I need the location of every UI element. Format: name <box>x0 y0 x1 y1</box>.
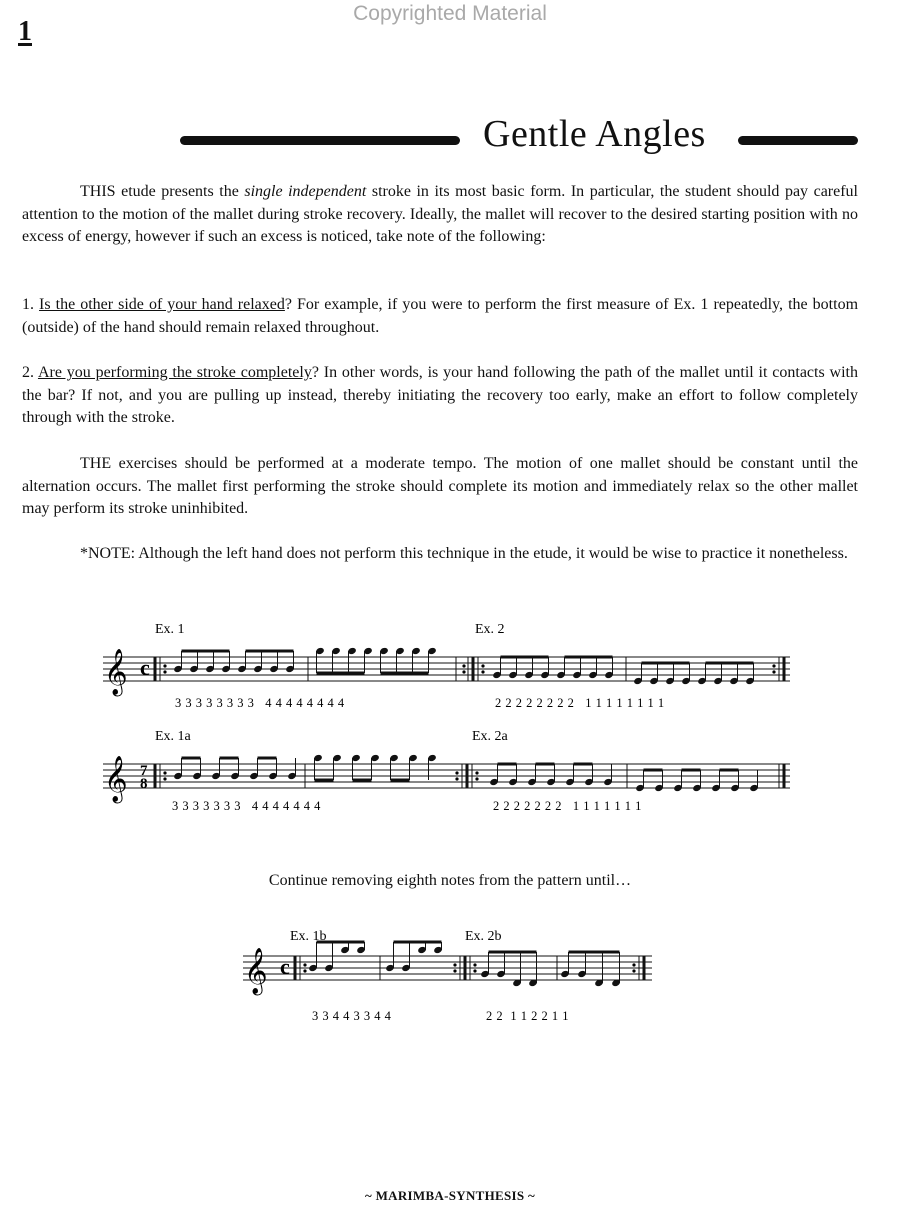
exercises-paragraph: THE exercises should be performed at a moderate tempo. The motion of one mallet should be constant until the alternation occurs. The mallet first performing the stroke should complete its motion and immediately relax so the other mallet may perform its stroke uninhibited. <box>22 455 858 518</box>
page-number: 1 <box>18 16 32 47</box>
title-bar-left <box>180 136 460 145</box>
continue-text: Continue removing eighth notes from the pattern until… <box>268 872 632 889</box>
copyright-watermark: Copyrighted Material <box>353 2 547 25</box>
ex2b-fingering: 2 2 1 1 2 2 1 1 <box>486 1009 569 1023</box>
staff-lines <box>103 657 790 681</box>
point-1-question: Is the other side of your hand relaxed <box>39 296 285 313</box>
time-signature: c <box>280 954 290 979</box>
intro-paragraph: THIS etude presents the single independent stroke in its most basic form. In particular, the student should pay careful attention to the motion of the mallet during stroke recovery. Ideally, the mallet will recover to the desired starting position with no excess of energy, however if such an excess is noticed, take note of the following: <box>22 183 858 246</box>
ex2b-label: Ex. 2b <box>465 929 502 944</box>
footer-title: ~ MARIMBA-SYNTHESIS ~ <box>364 1188 536 1203</box>
treble-clef: 𝄞 <box>244 948 268 993</box>
ex1b-fingering: 3 3 4 4 3 3 4 4 <box>312 1009 392 1023</box>
ex2a-label: Ex. 2a <box>472 729 508 744</box>
time-signature: c <box>140 655 150 680</box>
ex1b-label: Ex. 1b <box>290 929 327 944</box>
ex1-label: Ex. 1 <box>155 622 185 637</box>
ex2-label: Ex. 2 <box>475 622 505 637</box>
staff-lines <box>103 764 790 788</box>
staff-lines <box>243 956 652 980</box>
time-sig-bottom: 8 <box>140 776 148 792</box>
ex2a-fingering: 2 2 2 2 2 2 2 1 1 1 1 1 1 1 <box>493 799 642 813</box>
music-row-2 <box>100 722 800 817</box>
title-bar-right <box>738 136 858 145</box>
page-title: Gentle Angles <box>483 113 706 155</box>
ex1a-fingering: 3 3 3 3 3 3 3 4 4 4 4 4 4 4 <box>172 799 321 813</box>
time-sig-top: 7 <box>140 763 148 779</box>
note-paragraph: *NOTE: Although the left hand does not perform this technique in the etude, it would be wise to practice it nonetheless. <box>80 545 848 562</box>
point-2-question: Are you performing the stroke completely <box>37 364 312 381</box>
music-row-1 <box>100 615 800 710</box>
emphasis: single independent <box>244 183 367 200</box>
ex2-fingering: 2 2 2 2 2 2 2 2 1 1 1 1 1 1 1 1 <box>495 696 665 710</box>
ex1a-label: Ex. 1a <box>155 729 191 744</box>
treble-clef: 𝄞 <box>104 756 128 801</box>
treble-clef: 𝄞 <box>104 649 128 694</box>
music-row-3 <box>240 922 660 1027</box>
ex1-fingering: 3 3 3 3 3 3 3 3 4 4 4 4 4 4 4 4 <box>175 696 345 710</box>
point-1: 1. Is the other side of your hand relaxed? For example, if you were to perform the first measure of Ex. 1 repeatedly, the bottom (outside) of the hand should remain relaxed throughout. <box>22 296 859 336</box>
point-2: 2. Are you performing the stroke completely? In other words, is your hand following the path of the mallet until it contacts with the bar? If not, and you are pulling up instead, thereby initiating the recovery too early, make an effort to follow completely through with the stroke. <box>22 364 858 427</box>
